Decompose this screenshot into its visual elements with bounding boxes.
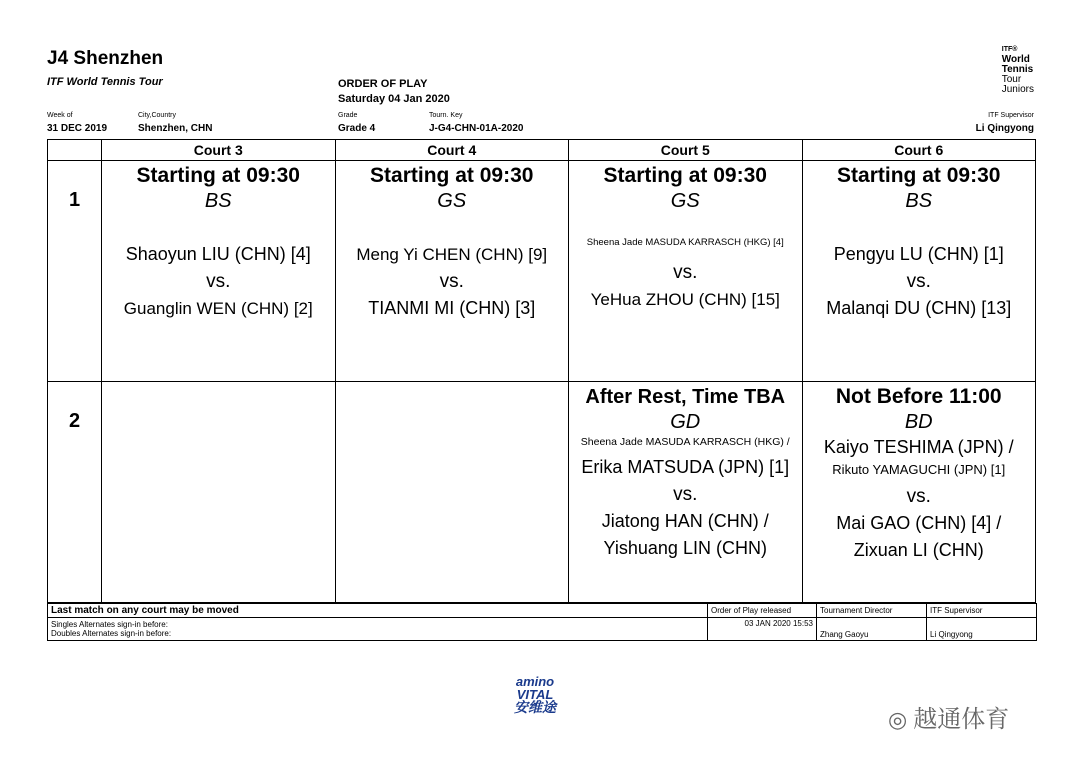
wechat-icon: ◎ bbox=[888, 707, 908, 732]
watermark bbox=[888, 699, 1009, 734]
event-code: GS bbox=[670, 190, 700, 212]
match-time: Starting at 09:30 bbox=[603, 164, 767, 187]
court-header: Court 5 bbox=[569, 140, 803, 161]
released-label: Order of Play released bbox=[708, 604, 817, 618]
grade-value: Grade 4 bbox=[338, 123, 376, 134]
director-label: Tournament Director bbox=[817, 604, 927, 618]
itf-juniors-logo bbox=[1002, 45, 1034, 95]
match-cell bbox=[802, 161, 1036, 382]
footer-supervisor-value: Li Qingyong bbox=[927, 618, 1037, 641]
brand-line-3: 安维途 bbox=[514, 699, 556, 715]
event-code: BS bbox=[905, 190, 933, 212]
match-row-1 bbox=[48, 161, 1036, 382]
player-2b: Yishuang LIN (CHN) bbox=[603, 538, 767, 558]
order-title: ORDER OF PLAY bbox=[338, 78, 428, 90]
match-time: After Rest, Time TBA bbox=[585, 386, 786, 408]
city-label: City,Country bbox=[138, 112, 176, 119]
player-2b: Zixuan LI (CHN) bbox=[853, 540, 984, 560]
vs-label: vs. bbox=[673, 262, 698, 283]
logo-line-3: Tennis bbox=[1001, 64, 1034, 75]
logo-line-4: Tour bbox=[1001, 74, 1022, 85]
brand-line-2: VITAL bbox=[516, 687, 554, 702]
grade-label: Grade bbox=[338, 112, 358, 119]
court-header: Court 6 bbox=[802, 140, 1036, 161]
footer-note: Last match on any court may be moved bbox=[48, 604, 708, 618]
singles-alternates: Singles Alternates sign-in before: bbox=[51, 620, 168, 629]
event-code: BS bbox=[204, 190, 232, 212]
match-cell bbox=[802, 382, 1036, 603]
player-1b: Rikuto YAMAGUCHI (JPN) [1] bbox=[832, 462, 1006, 477]
row-number-text: 2 bbox=[68, 410, 81, 432]
key-label: Tourn. Key bbox=[429, 112, 463, 119]
event-code: GS bbox=[437, 190, 467, 212]
order-of-play-heading bbox=[338, 77, 450, 107]
logo-line-5: Juniors bbox=[1001, 84, 1034, 95]
vs-label: vs. bbox=[439, 271, 464, 292]
event-code: BD bbox=[904, 411, 933, 433]
vs-label: vs. bbox=[673, 484, 698, 505]
row-number bbox=[48, 161, 102, 382]
match-cell bbox=[569, 382, 803, 603]
vs-label: vs. bbox=[906, 271, 931, 292]
watermark-text: 越通体育 bbox=[913, 706, 1010, 733]
tour-name: ITF World Tennis Tour bbox=[47, 76, 163, 88]
row-number bbox=[48, 382, 102, 603]
player-1: Pengyu LU (CHN) [1] bbox=[833, 244, 1004, 264]
supervisor-value: Li Qingyong bbox=[975, 123, 1034, 134]
play-date: Saturday 04 Jan 2020 bbox=[338, 93, 450, 105]
player-2: TIANMI MI (CHN) [3] bbox=[368, 298, 536, 318]
player-1a: Kaiyo TESHIMA (JPN) / bbox=[823, 437, 1014, 457]
court-header-row bbox=[48, 140, 1036, 161]
row-number-text: 1 bbox=[68, 189, 81, 211]
court-header: Court 3 bbox=[102, 140, 336, 161]
week-label: Week of bbox=[47, 112, 73, 119]
logo-line-1: ITF® bbox=[1001, 46, 1018, 53]
player-2: Guanglin WEN (CHN) [2] bbox=[123, 299, 313, 318]
match-time: Starting at 09:30 bbox=[136, 164, 300, 187]
player-1a: Sheena Jade MASUDA KARRASCH (HKG) / bbox=[580, 436, 790, 448]
doubles-alternates: Doubles Alternates sign-in before: bbox=[51, 629, 172, 638]
corner-cell bbox=[48, 140, 102, 161]
match-row-2 bbox=[48, 382, 1036, 603]
match-cell bbox=[102, 161, 336, 382]
vs-label: vs. bbox=[906, 486, 931, 507]
tournament-title: J4 Shenzhen bbox=[47, 48, 164, 69]
supervisor-label: ITF Supervisor bbox=[988, 112, 1034, 119]
director-value: Zhang Gaoyu bbox=[817, 618, 927, 641]
vs-label: vs. bbox=[206, 271, 231, 292]
player-1: Meng Yi CHEN (CHN) [9] bbox=[356, 245, 548, 264]
player-2: Malanqi DU (CHN) [13] bbox=[826, 298, 1012, 318]
key-value: J-G4-CHN-01A-2020 bbox=[429, 123, 524, 134]
released-value: 03 JAN 2020 15:53 bbox=[708, 618, 817, 641]
player-2a: Jiatong HAN (CHN) / bbox=[601, 511, 769, 531]
logo-line-2: World bbox=[1001, 54, 1030, 65]
match-cell bbox=[569, 161, 803, 382]
city-value: Shenzhen, CHN bbox=[138, 123, 213, 134]
player-1b: Erika MATSUDA (JPN) [1] bbox=[581, 457, 790, 477]
player-1: Shaoyun LIU (CHN) [4] bbox=[125, 244, 311, 264]
empty-match-cell bbox=[102, 382, 336, 603]
amino-vital-logo bbox=[514, 675, 556, 714]
order-of-play-table bbox=[47, 139, 1036, 603]
player-2: YeHua ZHOU (CHN) [15] bbox=[590, 290, 780, 309]
match-time: Starting at 09:30 bbox=[370, 164, 534, 187]
court-header: Court 4 bbox=[335, 140, 569, 161]
match-cell bbox=[335, 161, 569, 382]
footer-table bbox=[47, 603, 1037, 641]
footer-supervisor-label: ITF Supervisor bbox=[927, 604, 1037, 618]
match-time: Starting at 09:30 bbox=[837, 164, 1001, 187]
player-1: Sheena Jade MASUDA KARRASCH (HKG) [4] bbox=[586, 237, 784, 248]
week-value: 31 DEC 2019 bbox=[47, 123, 108, 134]
match-time: Not Before 11:00 bbox=[835, 385, 1002, 408]
alternates-info bbox=[48, 618, 708, 641]
player-2a: Mai GAO (CHN) [4] / bbox=[836, 513, 1002, 533]
event-code: GD bbox=[670, 411, 701, 433]
brand-line-1: amino bbox=[515, 674, 555, 689]
empty-match-cell bbox=[335, 382, 569, 603]
